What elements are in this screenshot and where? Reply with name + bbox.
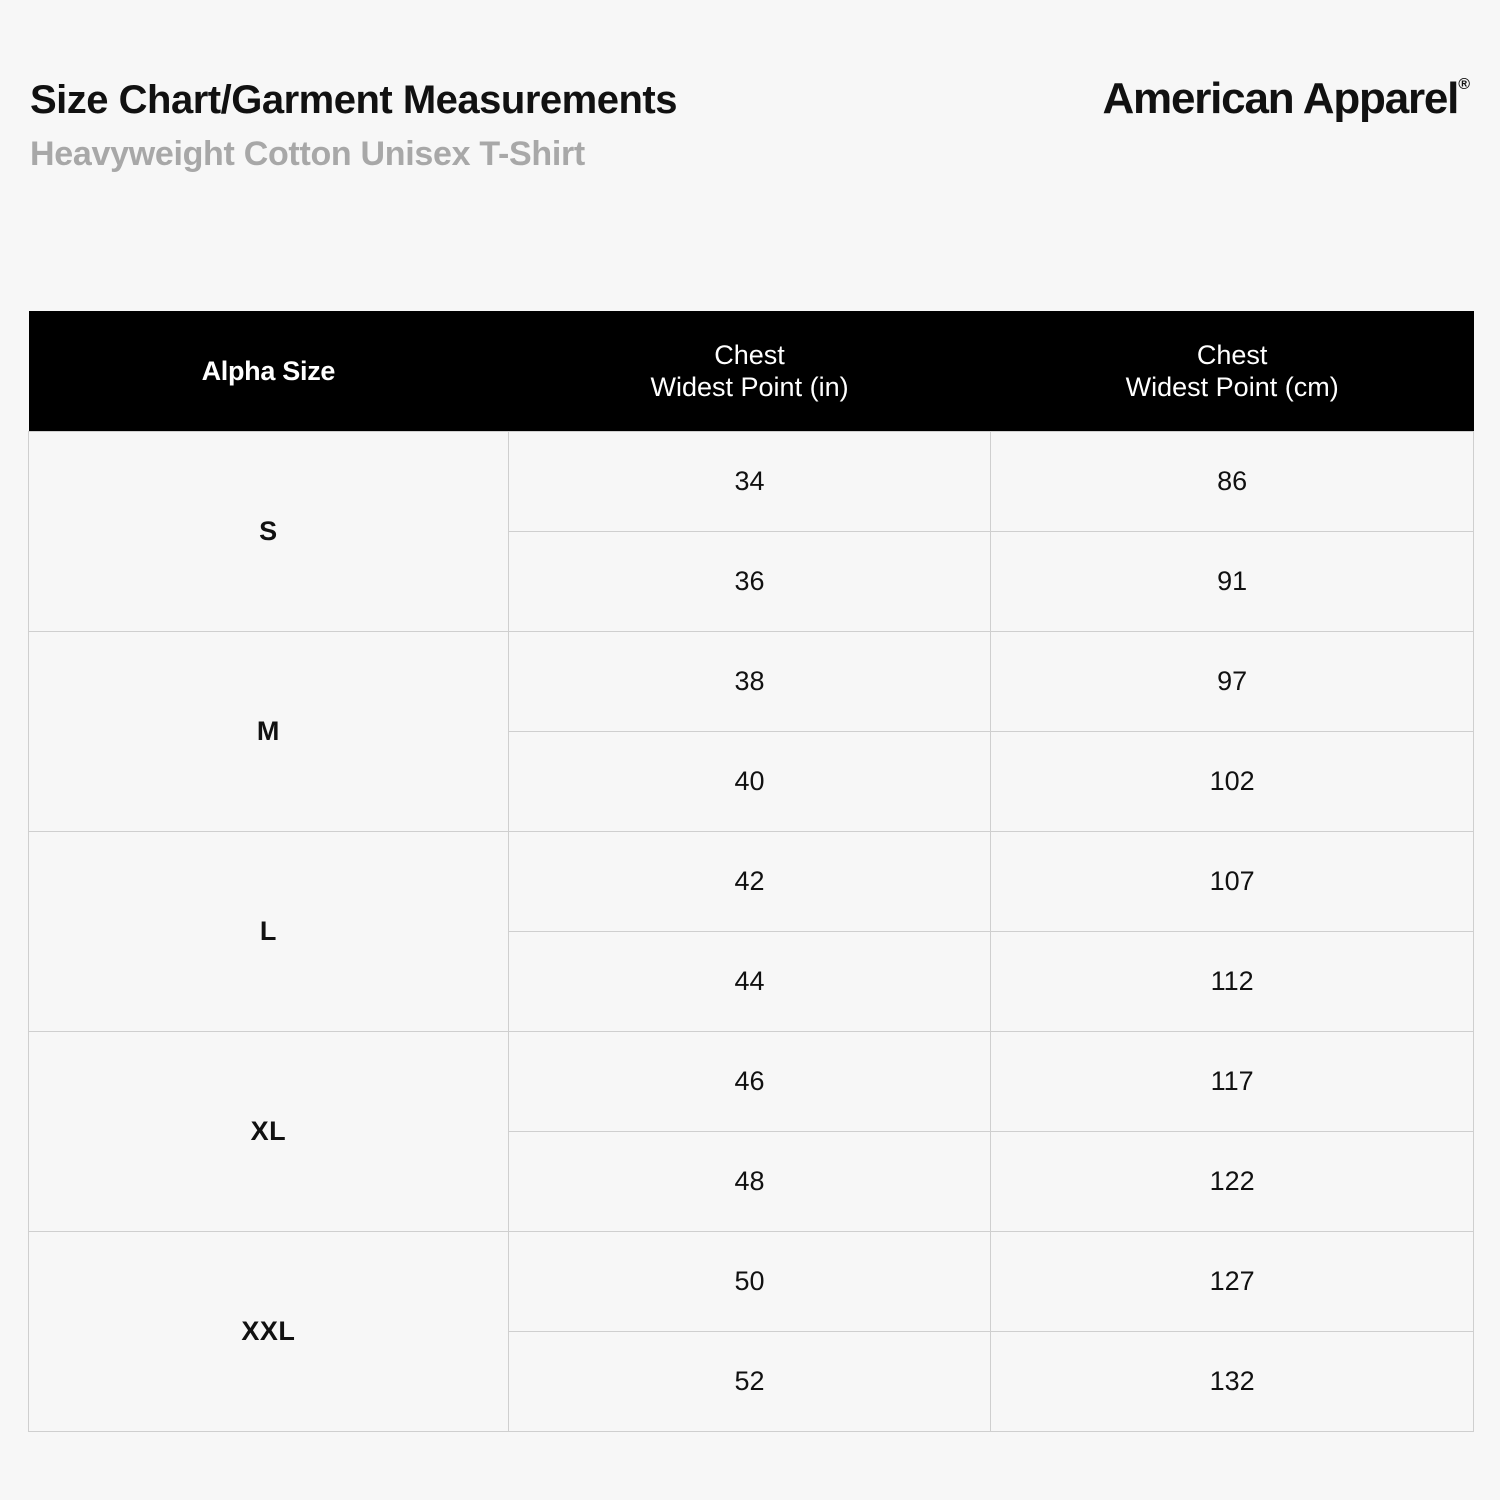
column-header-chest-cm-line1: Chest [1196, 339, 1268, 370]
cell-chest-cm: 102 [991, 732, 1474, 832]
table-header-row [29, 311, 1474, 432]
table-row [29, 1232, 1474, 1332]
cell-alpha-size: S [29, 432, 509, 632]
cell-chest-cm: 97 [991, 632, 1474, 732]
cell-chest-in: 48 [508, 1132, 991, 1232]
column-header-chest-cm-line2: Widest Point (cm) [1125, 372, 1339, 402]
cell-alpha-size: L [29, 832, 509, 1032]
cell-chest-cm: 117 [991, 1032, 1474, 1132]
page-subtitle: Heavyweight Cotton Unisex T-Shirt [30, 135, 585, 173]
cell-chest-in: 50 [508, 1232, 991, 1332]
table-row [29, 832, 1474, 932]
cell-chest-cm: 132 [991, 1332, 1474, 1432]
column-header-chest-in-line2: Widest Point (in) [650, 372, 849, 402]
table-row [29, 432, 1474, 532]
cell-chest-cm: 91 [991, 532, 1474, 632]
cell-chest-cm: 86 [991, 432, 1474, 532]
cell-chest-cm: 127 [991, 1232, 1474, 1332]
cell-chest-cm: 122 [991, 1132, 1474, 1232]
measurements-table [28, 311, 1474, 1432]
column-header-alpha-size [29, 311, 509, 432]
title-block [30, 78, 677, 173]
cell-chest-in: 42 [508, 832, 991, 932]
brand-logo [1102, 74, 1470, 124]
cell-chest-in: 52 [508, 1332, 991, 1432]
registered-trademark-icon: ® [1458, 76, 1470, 93]
cell-chest-in: 38 [508, 632, 991, 732]
column-header-chest-cm [991, 311, 1474, 432]
table-row [29, 632, 1474, 732]
table-header [29, 311, 1474, 432]
table-body [29, 432, 1474, 1432]
cell-alpha-size: XXL [29, 1232, 509, 1432]
brand-name: American Apparel [1102, 74, 1459, 123]
cell-chest-in: 46 [508, 1032, 991, 1132]
cell-chest-cm: 112 [991, 932, 1474, 1032]
page-title: Size Chart/Garment Measurements [30, 78, 677, 122]
measurements-table-container [28, 311, 1474, 1432]
table-row [29, 1032, 1474, 1132]
column-header-chest-in [508, 311, 991, 432]
cell-chest-in: 34 [508, 432, 991, 532]
cell-alpha-size: XL [29, 1032, 509, 1232]
page-header [30, 74, 1470, 208]
cell-alpha-size: M [29, 632, 509, 832]
cell-chest-in: 44 [508, 932, 991, 1032]
cell-chest-in: 36 [508, 532, 991, 632]
cell-chest-in: 40 [508, 732, 991, 832]
cell-chest-cm: 107 [991, 832, 1474, 932]
column-header-chest-in-line1: Chest [714, 339, 785, 370]
column-header-alpha-size-label: Alpha Size [201, 355, 336, 386]
